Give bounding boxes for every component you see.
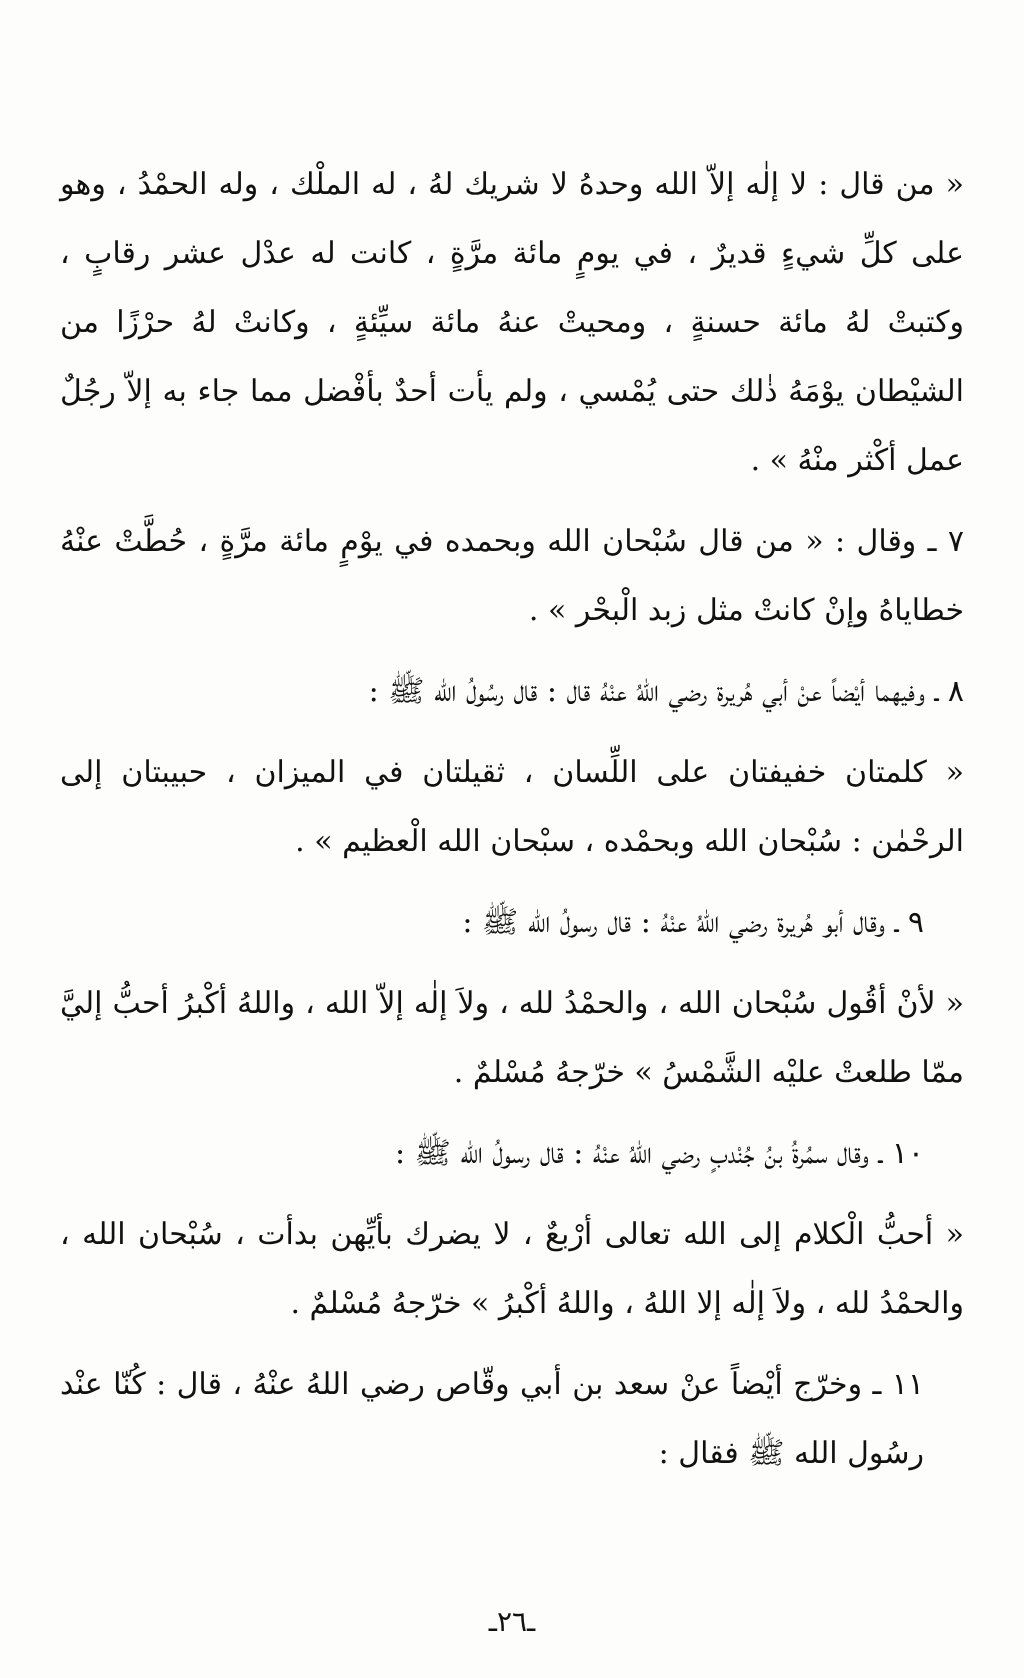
hadith-paragraph-8-intro: ٨ ـ وفيهما أيْضاً عنْ أبي هُريرة رضي اللهُ عنْهُ قال : قال رسُولُ الله ﷺ :: [368, 674, 964, 709]
hadith-paragraph-11: ١١ ـ وخرّج أيْضاً عنْ سعد بن أبي وقّاص رضي اللهُ عنْهُ ، قال : كُنّا عنْد رسُول الله ﷺ فقال :: [60, 1367, 924, 1471]
hadith-paragraph-1: « من قال : لا إلٰه إلاّ الله وحدهُ لا شريك لهُ ، له الملْك ، وله الحمْدُ ، وهو على كلِّ شيءٍ قديرٌ ، في يومٍ مائة مرَّةٍ ، كانت له عدْل عشر رقابٍ ، وكتبتْ لهُ مائة حسنةٍ ، ومحيتْ عنهُ مائة سيِّئةٍ ، وكانتْ لهُ حرْزًا من الشيْطان يوْمَهُ ذٰلك حتى يُمْسي ، ولم يأت أحدٌ بأفْضل مما جاء به إلاّ رجُلٌ عمل أكْثر منْهُ » .: [60, 167, 964, 478]
hadith-paragraph-9-intro: ٩ ـ وقال أبو هُريرة رضي اللهُ عنْهُ : قال رسولُ الله ﷺ :: [462, 905, 924, 940]
hadith-paragraph-8-text: « كلمتان خفيفتان على اللِّسان ، ثقيلتان في الميزان ، حبيبتان إلى الرحْمٰن : سُبْحان الله وبحمْده ، سبْحان الله الْعظيم » .: [60, 755, 965, 859]
hadith-paragraph-9-text: « لأنْ أقُول سُبْحان الله ، والحمْدُ لله ، ولاَ إلٰه إلاّ الله ، واللهُ أكْبرُ أحبُّ إليَّ ممّا طلعتْ عليْه الشَّمْسُ » خرّجهُ مُسْلمٌ .: [60, 986, 964, 1090]
page-number: ـ٢٦ـ: [488, 1605, 536, 1638]
hadith-paragraph-10-text: « أحبُّ الْكلام إلى الله تعالى أرْبعٌ ، لا يضرك بأيِّهن بدأت ، سُبْحان الله ، والحمْدُ لله ، ولاَ إلٰه إلا اللهُ ، واللهُ أكْبرُ » خرّجهُ مُسْلمٌ .: [60, 1217, 964, 1321]
hadith-paragraph-7: ٧ ـ وقال : « من قال سُبْحان الله وبحمده في يوْمٍ مائة مرَّةٍ ، حُطَّتْ عنْهُ خطاياهُ وإنْ كانتْ مثل زبد الْبحْر » .: [60, 524, 964, 628]
page-text: [60, 150, 964, 1500]
hadith-paragraph-10-intro: ١٠ ـ وقال سمُرةُ بنُ جُنْدبٍ رضي اللهُ عنْهُ : قال رسولُ الله ﷺ :: [395, 1136, 924, 1171]
